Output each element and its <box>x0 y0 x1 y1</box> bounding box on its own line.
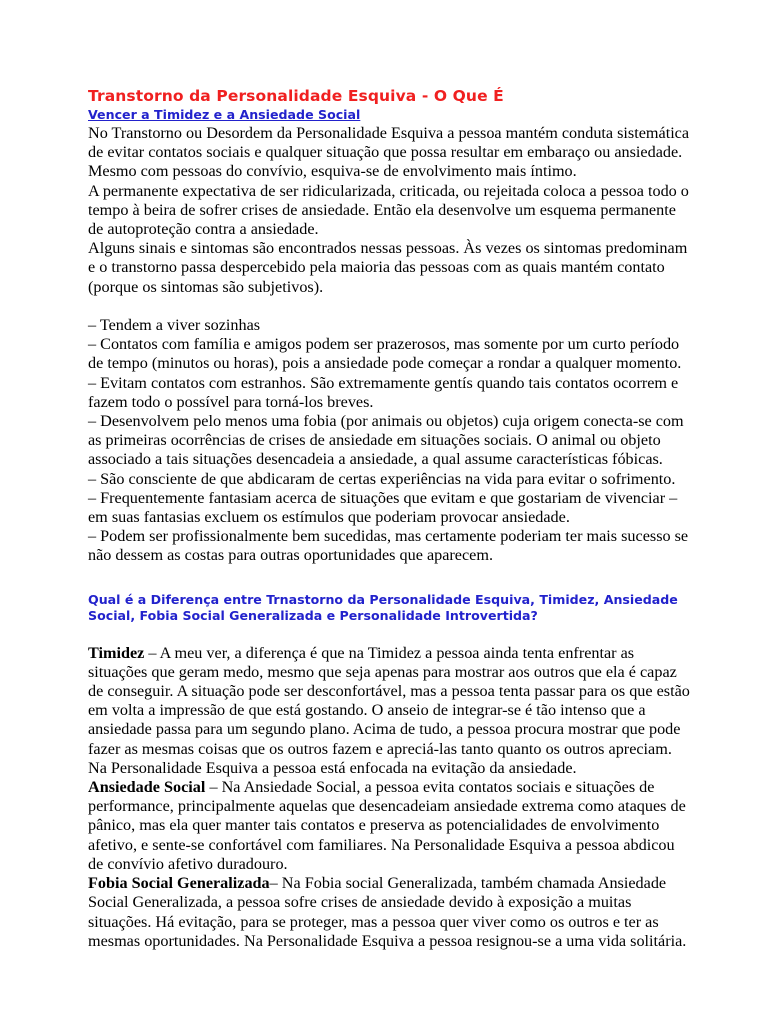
definition-text: – Na Ansiedade Social, a pessoa evita contatos sociais e situações de performance, principalmente aquelas que desencadeiam ansiedade extrema como ataques de pânico, mas ela quer manter tais contatos e preserva as potencialidades de envolvimento afetivo, e sente-se confortável com familiares. Na Personalidade Esquiva a pessoa abdicou de convívio afetivo duradouro. <box>88 778 686 873</box>
definition-fobia-social-generalizada <box>88 874 692 951</box>
spacer <box>88 297 692 316</box>
symptom-list <box>88 316 692 566</box>
list-item: – São consciente de que abdicaram de certas experiências na vida para evitar o sofrimento. <box>88 469 676 488</box>
list-item: – Contatos com família e amigos podem ser prazerosos, mas somente por um curto período de tempo (minutos ou horas), pois a ansiedade pode começar a rondar a qualquer momento. <box>88 335 682 373</box>
definition-text: – A meu ver, a diferença é que na Timidez a pessoa ainda tenta enfrentar as situações que geram medo, mesmo que seja apenas para mostrar aos outros que ela é capaz de conseguir. A situação pode ser desconfortável, mas a pessoa tenta passar para os que estão em volta a impressão de que está gostando. O anseio de integrar-se é tão intenso que a ansiedade passa para um segundo plano. Acima de tudo, a pessoa procura mostrar que pode fazer as mesmas coisas que os outros fazem e apreciá-las tanto quanto os outros apreciam. Na Personalidade Esquiva a pessoa está enfocada na evitação da ansiedade. <box>88 643 690 777</box>
definition-term: Ansiedade Social <box>88 778 206 797</box>
definition-term: Fobia Social Generalizada <box>88 874 270 893</box>
intro-paragraph-1: No Transtorno ou Desordem da Personalidade Esquiva a pessoa mantém conduta sistemática de evitar contatos sociais e qualquer situação que possa resultar em embaraço ou ansiedade. Mesmo com pessoas do convívio, esquiva-se de envolvimento mais íntimo. <box>88 124 690 181</box>
list-item: – Tendem a viver sozinhas <box>88 316 261 335</box>
list-item: – Frequentemente fantasiam acerca de situações que evitam e que gostariam de vivenciar – em suas fantasias excluem os estímulos que poderiam provocar ansiedade. <box>88 488 678 527</box>
document-body <box>88 88 692 951</box>
page-title: Transtorno da Personalidade Esquiva - O Que É <box>88 87 504 105</box>
intro-paragraph-2: A permanente expectativa de ser ridicularizada, criticada, ou rejeitada coloca a pessoa todo o tempo à beira de sofrer crises de ansiedade. Então ela desenvolve um esquema permanente de autoproteção contra a ansiedade. <box>88 181 689 239</box>
intro-paragraph-3: Alguns sinais e sintomas são encontrados nessas pessoas. Às vezes os sintomas predominam e o transtorno passa despercebido pela maioria das pessoas com as quais mantém contato (porque os sintomas são subjetivos). <box>88 239 688 296</box>
definition-ansiedade-social <box>88 778 692 874</box>
definition-term: Timidez <box>88 643 145 662</box>
subtitle-link[interactable]: Vencer a Timidez e a Ansiedade Social <box>88 107 361 122</box>
definition-text: – Na Fobia social Generalizada, também chamada Ansiedade Social Generalizada, a pessoa sofre crises de ansiedade devido à exposição a muitas situações. Há evitação, para se proteger, mas a pessoa quer viver como os outros e ter as mesmas oportunidades. Na Personalidade Esquiva a pessoa resignou-se a uma vida solitária. <box>88 874 687 950</box>
section-heading-differences: Qual é a Diferença entre Trnastorno da Personalidade Esquiva, Timidez, Ansiedade Social, Fobia Social Generalizada e Personalidade Introvertida? <box>88 591 678 623</box>
spacer <box>88 624 692 644</box>
spacer <box>88 566 692 592</box>
list-item: – Desenvolvem pelo menos uma fobia (por animais ou objetos) cuja origem conecta-se com as primeiras ocorrências de crises de ansiedade em situações sociais. O animal ou objeto associado a tais situações desencadeia a ansiedade, a qual assume características fóbicas. <box>88 412 684 469</box>
definition-timidez <box>88 644 692 778</box>
list-item: – Podem ser profissionalmente bem sucedidas, mas certamente poderiam ter mais sucesso se não dessem as costas para outras oportunidades que aparecem. <box>88 527 689 565</box>
list-item: – Evitam contatos com estranhos. São extremamente gentís quando tais contatos ocorrem e fazem todo o possível para torná-los breves. <box>88 373 679 411</box>
